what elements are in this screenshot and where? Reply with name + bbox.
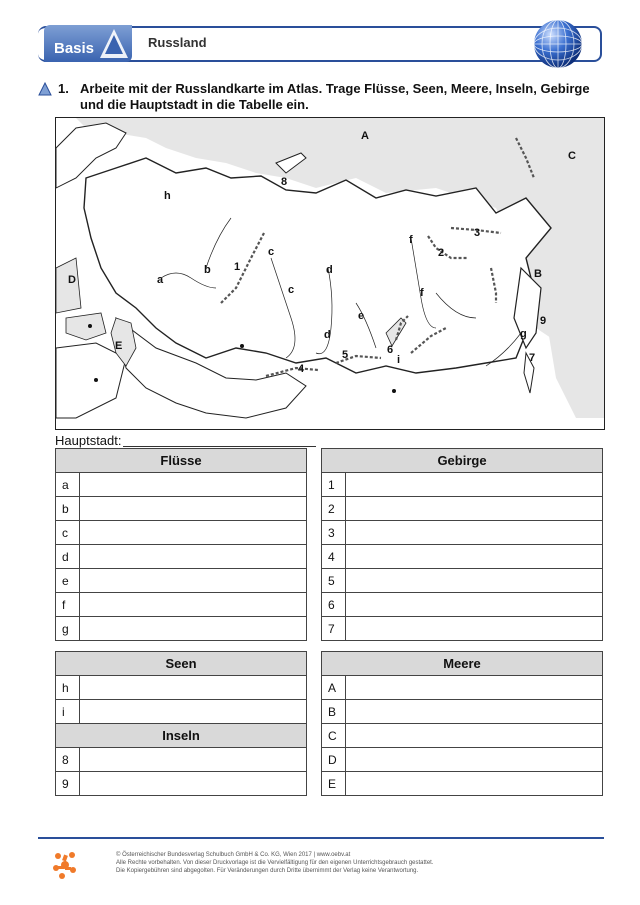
map-label: d: [324, 329, 331, 341]
table-row: [56, 772, 307, 796]
map-label: D: [68, 274, 76, 286]
table-row: [56, 497, 307, 521]
table-row: [56, 617, 307, 641]
answer-cell[interactable]: [346, 521, 603, 545]
map-label: i: [397, 354, 401, 366]
answer-cell[interactable]: [80, 748, 307, 772]
answer-cell[interactable]: [346, 617, 603, 641]
answer-cell[interactable]: [80, 676, 307, 700]
row-key: E: [322, 772, 346, 796]
table-row: [56, 676, 307, 700]
answer-cell[interactable]: [80, 569, 307, 593]
row-key: D: [322, 748, 346, 772]
basis-label: Basis: [54, 40, 95, 57]
lakes-header: Seen: [56, 652, 307, 676]
row-key: C: [322, 724, 346, 748]
lakes-islands-table: [55, 651, 307, 796]
row-key: 7: [322, 617, 346, 641]
rivers-table: [55, 448, 307, 641]
seas-table: [321, 651, 603, 796]
table-row: [322, 772, 603, 796]
rivers-header: Flüsse: [56, 449, 307, 473]
row-key: 4: [322, 545, 346, 569]
table-row: [322, 700, 603, 724]
answer-cell[interactable]: [80, 700, 307, 724]
map-label: C: [568, 150, 576, 162]
map-label: A: [361, 130, 369, 142]
row-key: A: [322, 676, 346, 700]
map-label: 9: [540, 315, 547, 327]
row-key: h: [56, 676, 80, 700]
capital-answer-line[interactable]: [123, 446, 316, 447]
table-row: [322, 569, 603, 593]
capital-label: Hauptstadt:: [55, 433, 122, 448]
answer-cell[interactable]: [80, 497, 307, 521]
table-row: [56, 545, 307, 569]
map-label: f: [420, 287, 424, 299]
copyright-line-3: Die Kopiergebühren sind abgegolten. Für Veränderungen durch Dritte übernimmt der Verlag keine Verantwortung.: [116, 868, 419, 874]
table-row: [322, 724, 603, 748]
russia-map: [55, 117, 605, 430]
answer-cell[interactable]: [80, 772, 307, 796]
answer-cell[interactable]: [346, 724, 603, 748]
table-row: [56, 521, 307, 545]
map-label: 7: [529, 352, 536, 364]
row-key: d: [56, 545, 80, 569]
page-title: Russland: [148, 35, 207, 50]
table-row: [56, 473, 307, 497]
answer-cell[interactable]: [80, 521, 307, 545]
table-row: [322, 545, 603, 569]
map-label: B: [534, 268, 542, 280]
row-key: g: [56, 617, 80, 641]
table-row: [322, 473, 603, 497]
answer-cell[interactable]: [346, 676, 603, 700]
table-row: [56, 700, 307, 724]
table-row: [322, 748, 603, 772]
row-key: 5: [322, 569, 346, 593]
map-label: g: [520, 328, 527, 340]
publisher-logo-icon: [52, 850, 78, 880]
copyright-line-2: Alle Rechte vorbehalten. Von dieser Druckvorlage ist die Vervielfältigung für den eigenen Unterrichtsgebrauch gestattet.: [116, 860, 434, 866]
table-row: [322, 617, 603, 641]
table-row: [322, 521, 603, 545]
answer-cell[interactable]: [346, 593, 603, 617]
row-key: a: [56, 473, 80, 497]
row-key: B: [322, 700, 346, 724]
table-row: [322, 497, 603, 521]
table-row: [56, 593, 307, 617]
task-difficulty-icon: [38, 82, 52, 96]
answer-cell[interactable]: [80, 617, 307, 641]
row-key: i: [56, 700, 80, 724]
map-label: 6: [387, 344, 394, 356]
mountains-table: [321, 448, 603, 641]
table-row: [56, 569, 307, 593]
map-label: c: [288, 284, 295, 296]
map-label: 3: [474, 227, 481, 239]
footer-divider: [38, 837, 604, 839]
row-key: e: [56, 569, 80, 593]
map-label: d: [326, 264, 333, 276]
map-label: f: [409, 234, 413, 246]
answer-cell[interactable]: [80, 473, 307, 497]
answer-cell[interactable]: [346, 569, 603, 593]
answer-cell[interactable]: [346, 497, 603, 521]
row-key: f: [56, 593, 80, 617]
globe-icon: [532, 18, 584, 70]
seas-header: Meere: [322, 652, 603, 676]
row-key: 9: [56, 772, 80, 796]
task-instruction: Arbeite mit der Russlandkarte im Atlas. Trage Flüsse, Seen, Meere, Inseln, Gebirge und die Hauptstadt in die Tabelle ein.: [80, 81, 590, 112]
row-key: 1: [322, 473, 346, 497]
answer-cell[interactable]: [346, 772, 603, 796]
row-key: 2: [322, 497, 346, 521]
row-key: 6: [322, 593, 346, 617]
map-label: b: [204, 264, 211, 276]
map-label: 5: [342, 349, 349, 361]
answer-cell[interactable]: [346, 473, 603, 497]
copyright-notice: [116, 851, 536, 875]
map-label: e: [358, 310, 365, 322]
table-row: [56, 748, 307, 772]
answer-cell[interactable]: [80, 545, 307, 569]
task-number: 1.: [58, 81, 69, 96]
map-label: a: [157, 274, 164, 286]
row-key: b: [56, 497, 80, 521]
map-label: 2: [438, 247, 445, 259]
map-label: 1: [234, 261, 241, 273]
islands-header: Inseln: [56, 724, 307, 748]
row-key: 3: [322, 521, 346, 545]
answer-cell[interactable]: [346, 545, 603, 569]
map-label: c: [268, 246, 275, 258]
map-label: E: [115, 340, 123, 352]
copyright-line-1: © Österreichischer Bundesverlag Schulbuch GmbH & Co. KG, Wien 2017 | www.oebv.at: [116, 852, 351, 858]
answer-cell[interactable]: [346, 748, 603, 772]
row-key: c: [56, 521, 80, 545]
mountains-header: Gebirge: [322, 449, 603, 473]
table-row: [322, 593, 603, 617]
map-label: h: [164, 190, 171, 202]
row-key: 8: [56, 748, 80, 772]
answer-cell[interactable]: [346, 700, 603, 724]
answer-cell[interactable]: [80, 593, 307, 617]
map-label: 8: [281, 176, 288, 188]
map-label: 4: [298, 363, 305, 375]
table-row: [322, 676, 603, 700]
